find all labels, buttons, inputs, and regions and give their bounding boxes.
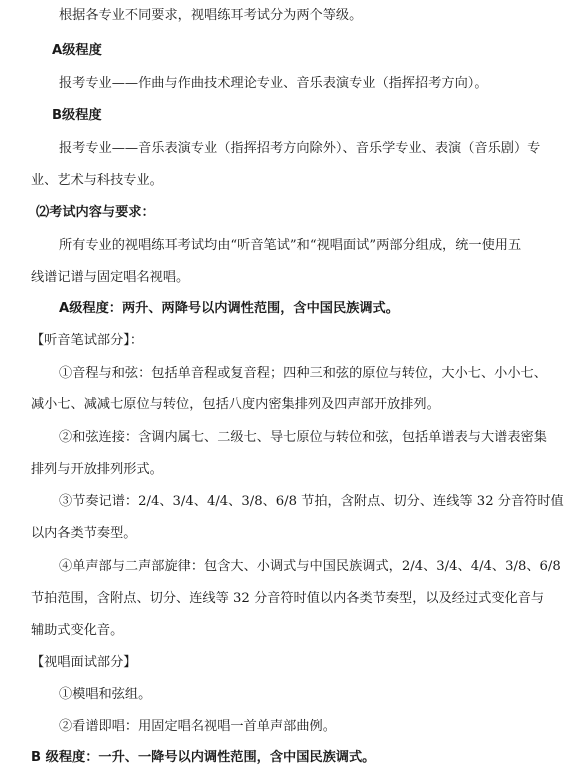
item3-line1: ③节奏记谱：2/4、3/4、4/4、3/8、6/8 节拍，含附点、切分、连线等 32 分音符时值 [59,494,564,509]
level-b-majors-line2: 业、艺术与科技专业。 [31,173,163,188]
level-b-majors-line1: 报考专业——音乐表演专业（指挥招考方向除外）、音乐学专业、表演（音乐剧）专 [59,141,541,156]
item4-line2: 节拍范围，含附点、切分、连线等 32 分音符时值以内各类节奏型，以及经过式变化音与 [31,591,545,606]
section2-desc-line2: 线谱记谱与固定唱名视唱。 [31,270,190,285]
item1-line2: 减小七、减减七原位与转位，包括八度内密集排列及四声部开放排列。 [31,397,440,412]
sight-section-header: 【视唱面试部分】 [31,655,137,670]
item3-line2: 以内各类节奏型。 [31,526,137,541]
section2-desc-line1: 所有专业的视唱练耳考试均由“听音笔试”和“视唱面试”两部分组成，统一使用五 [59,238,522,253]
written-section-header: 【听音笔试部分】： [31,333,144,348]
level-a-title: A级程度 [52,43,102,58]
a-requirements-title: A级程度：两升、两降号以内调性范围，含中国民族调式。 [59,301,399,316]
intro-text: 根据各专业不同要求，视唱练耳考试分为两个等级。 [59,8,363,23]
item4-line3: 辅助式变化音。 [31,623,124,638]
section2-title: ⑵考试内容与要求： [36,205,155,220]
item2-line2: 排列与开放排列形式。 [31,462,163,477]
b-requirements-title: B 级程度：一升、一降号以内调性范围，含中国民族调式。 [31,750,376,765]
sight-item2: ②看谱即唱：用固定唱名视唱一首单声部曲例。 [59,719,336,734]
item2-line1: ②和弦连接：含调内属七、二级七、导七原位与转位和弦，包括单谱表与大谱表密集 [59,430,547,445]
item4-line1: ④单声部与二声部旋律：包含大、小调式与中国民族调式，2/4、3/4、4/4、3/8、6/8 [59,559,561,574]
level-b-title: B级程度 [52,108,102,123]
level-a-majors: 报考专业——作曲与作曲技术理论专业、音乐表演专业（指挥招考方向）。 [59,76,488,91]
sight-item1: ①模唱和弦组。 [59,687,152,702]
item1-line1: ①音程与和弦：包括单音程或复音程；四种三和弦的原位与转位，大小七、小小七、 [59,366,547,381]
